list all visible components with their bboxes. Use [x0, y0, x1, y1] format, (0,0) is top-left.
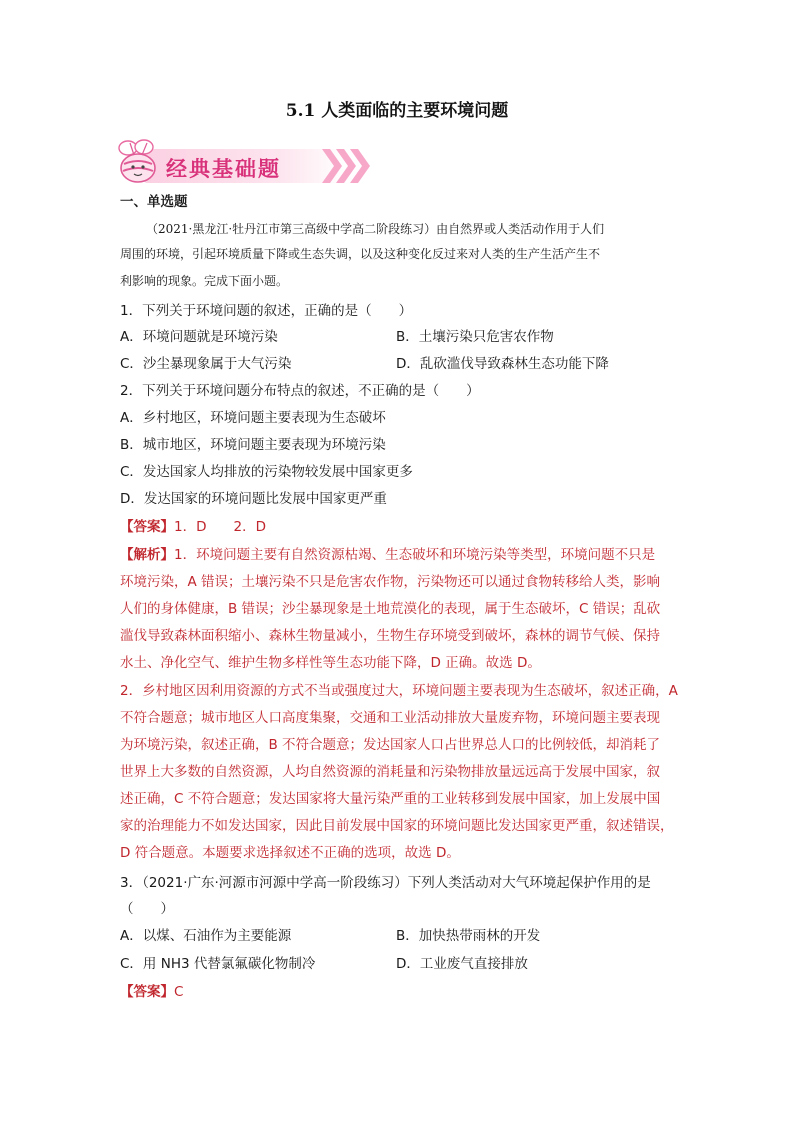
analysis-line-8: 为环境污染，叙述正确，B 不符合题意；发达国家人口占世界总人口的比例较低，却消耗了: [120, 737, 661, 753]
analysis-line-7: 不符合题意；城市地区人口高度集聚，交通和工业活动排放大量废弃物，环境问题主要表现: [120, 710, 660, 726]
intro-line-2: 周围的环境，引起环境质量下降或生态失调，以及这种变化反过来对人类的生产生活产生不: [120, 247, 601, 261]
q3-option-c: C．用 NH3 代替氯氟碳化物制冷: [120, 956, 316, 972]
answer-3-row: [120, 983, 183, 1001]
q1-option-c: C．沙尘暴现象属于大气污染: [120, 356, 292, 372]
q3-option-b: B．加快热带雨林的开发: [396, 928, 541, 944]
q2-option-d: D．发达国家的环境问题比发展中国家更严重: [120, 491, 387, 507]
page-title: 5.1 人类面临的主要环境问题: [285, 101, 509, 121]
q3-option-a: A．以煤、石油作为主要能源: [120, 928, 292, 944]
q1-option-a: A．环境问题就是环境污染: [120, 329, 278, 345]
analysis-line-5: 水土、净化空气、维护生物多样性等生态功能下降，D 正确。故选 D。: [120, 655, 541, 671]
analysis-line-3: 人们的身体健康，B 错误；沙尘暴现象是土地荒漠化的表现，属于生态破坏，C 错误；乱砍: [120, 601, 661, 617]
analysis-line-1: 【解析】1．环境问题主要有自然资源枯竭、生态破坏和环境污染等类型，环境问题不只是: [120, 547, 656, 563]
q3-option-d: D．工业废气直接排放: [396, 956, 528, 972]
intro-line-3: 利影响的现象。完成下面小题。: [120, 274, 289, 288]
answer-3-value: C: [174, 984, 184, 1000]
q2-option-c: C．发达国家人均排放的污染物较发展中国家更多: [120, 464, 413, 480]
answer-1-row: [120, 518, 266, 536]
q1-option-b: B．土壤污染只危害农作物: [396, 329, 554, 345]
q1-option-d: D．乱砍滥伐导致森林生态功能下降: [396, 356, 609, 372]
question-2-stem: 2．下列关于环境问题分布特点的叙述，不正确的是（ ）: [120, 383, 480, 399]
analysis-line-2: 环境污染，A 错误；土壤污染不只是危害农作物，污染物还可以通过食物转移给人类，影响: [120, 574, 661, 590]
analysis-label: 【解析】: [120, 547, 174, 563]
question-3-stem-cont: （ ）: [120, 901, 174, 917]
section-banner: [114, 138, 374, 188]
question-1-stem: 1．下列关于环境问题的叙述，正确的是（ ）: [120, 303, 413, 319]
analysis-line-9: 世界上大多数的自然资源，人均自然资源的消耗量和污染物排放量远远高于发展中国家，叙: [120, 764, 660, 780]
banner-label: 经典基础题: [166, 157, 281, 181]
analysis-line-6: 2．乡村地区因利用资源的方式不当或强度过大，环境问题主要表现为生态破坏，叙述正确，A: [120, 683, 678, 699]
bee-icon: [114, 138, 162, 188]
analysis-line-12: D 符合题意。本题要求选择叙述不正确的选项，故选 D。: [120, 845, 460, 861]
section-heading: 一、单选题: [120, 194, 188, 210]
question-3-stem: 3．（2021·广东·河源市河源中学高一阶段练习）下列人类活动对大气环境起保护作用的是: [120, 875, 651, 891]
answer-3-label: 【答案】: [120, 984, 174, 1000]
intro-line-1: （2021·黑龙江·牡丹江市第三高级中学高二阶段练习）由自然界或人类活动作用于人们: [146, 222, 605, 236]
analysis-line-4: 滥伐导致森林面积缩小、森林生物量减小，生物生存环境受到破坏，森林的调节气候、保持: [120, 628, 660, 644]
analysis-line-10: 述正确，C 不符合题意；发达国家将大量污染严重的工业转移到发展中国家，加上发展中国: [120, 791, 661, 807]
analysis-line-11: 家的治理能力不如发达国家，因此目前发展中国家的环境问题比发达国家更严重，叙述错误，: [120, 818, 674, 834]
q2-option-b: B．城市地区，环境问题主要表现为环境污染: [120, 437, 386, 453]
q2-option-a: A．乡村地区，环境问题主要表现为生态破坏: [120, 410, 386, 426]
answer-value: 1．D 2．D: [174, 519, 266, 535]
answer-label: 【答案】: [120, 519, 174, 535]
